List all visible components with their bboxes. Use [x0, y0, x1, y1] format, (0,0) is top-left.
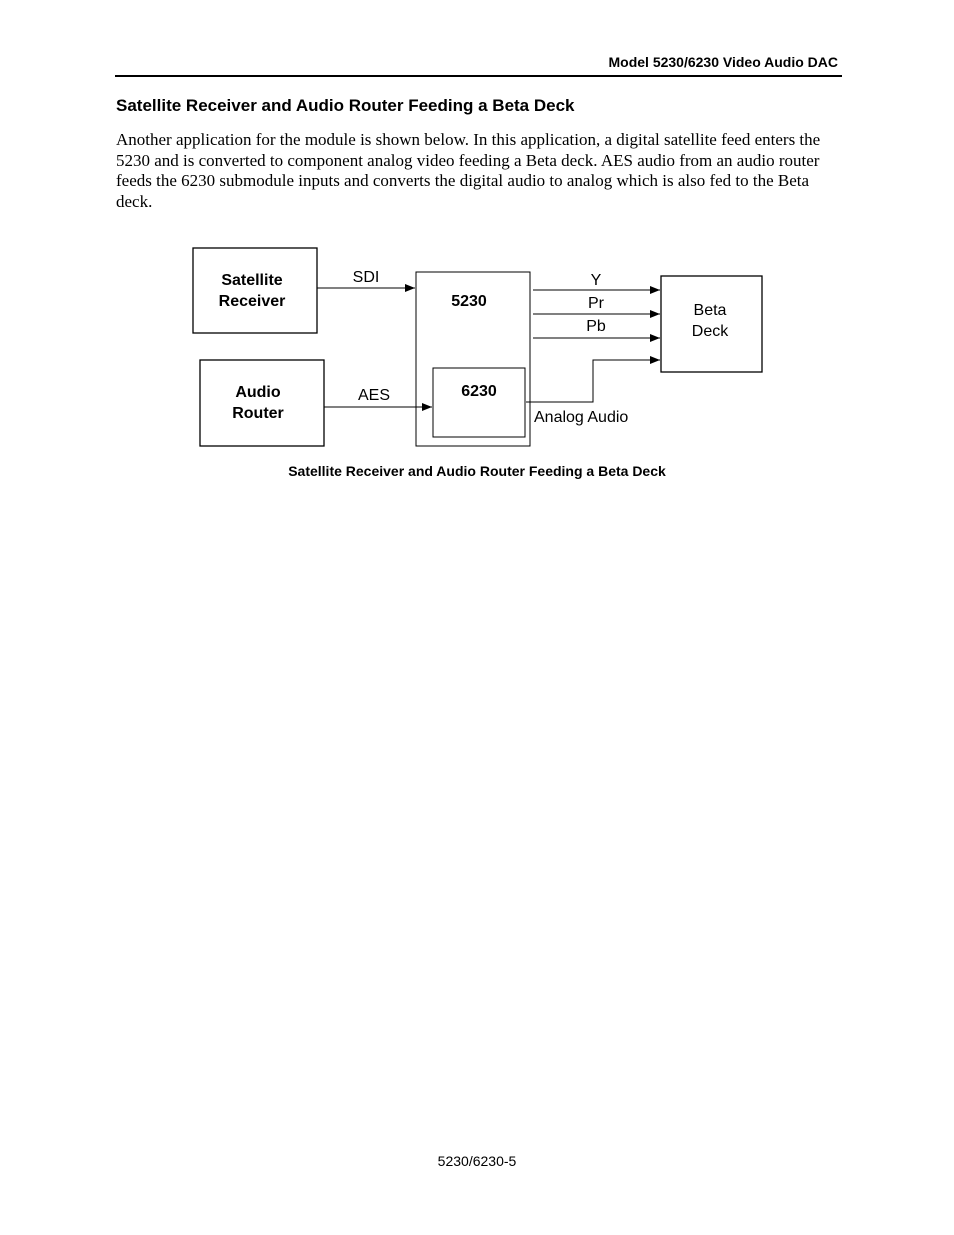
sdi-connection — [317, 269, 415, 288]
pb-connection — [533, 318, 660, 338]
figure-caption: Satellite Receiver and Audio Router Feeding a Beta Deck — [288, 463, 666, 479]
beta-deck-label-line2: Deck — [691, 323, 729, 340]
module-5230-label: 5230 — [451, 293, 487, 310]
analog-audio-connection — [526, 360, 660, 426]
aes-label: AES — [357, 387, 391, 404]
sdi-label: SDI — [352, 269, 380, 286]
page-number: 5230/6230-5 — [437, 1153, 517, 1169]
body-paragraph: Another application for the module is shown below. In this application, a digital satellite feed enters the 5230 and is converted to component analog video feeding a Beta deck. AES audio from an audio router feeds the 6230 submodule inputs and converts the digital audio to analog which is also fed to the Beta deck. — [116, 130, 821, 211]
signal-flow-diagram — [0, 0, 954, 460]
y-connection — [533, 272, 660, 290]
running-header: Model 5230/6230 Video Audio DAC — [608, 54, 838, 70]
beta-deck-label-line1: Beta — [693, 302, 727, 319]
analog-audio-label: Analog Audio — [534, 409, 629, 426]
submodule-6230-label: 6230 — [461, 383, 497, 400]
beta-deck-block — [661, 276, 762, 372]
submodule-6230-block — [433, 368, 525, 437]
pr-connection — [533, 295, 660, 314]
audio-router-block — [200, 360, 324, 446]
pr-label: Pr — [588, 295, 604, 312]
audio-router-label-line2: Router — [232, 405, 284, 422]
audio-router-label-line1: Audio — [235, 384, 281, 401]
section-title: Satellite Receiver and Audio Router Feeding a Beta Deck — [116, 96, 575, 115]
y-label: Y — [590, 272, 602, 289]
satellite-receiver-label-line2: Receiver — [218, 293, 286, 310]
satellite-receiver-label-line1: Satellite — [221, 272, 283, 289]
pb-label: Pb — [586, 318, 606, 335]
satellite-receiver-block — [193, 248, 317, 333]
